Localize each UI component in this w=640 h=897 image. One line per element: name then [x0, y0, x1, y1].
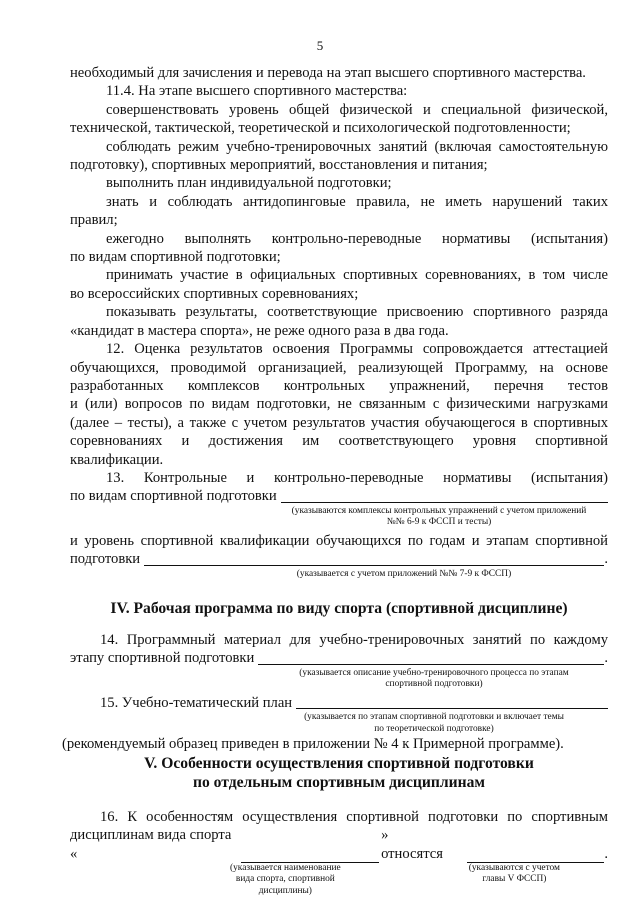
blank-line — [258, 651, 604, 665]
note-line: (указываются с учетом — [468, 862, 560, 873]
blank-line — [281, 489, 608, 503]
note-line: по теоретической подготовке) — [374, 723, 494, 734]
field-note — [70, 668, 608, 691]
section-15: 15. Учебно-тематический план — [100, 694, 293, 711]
text-line: подготовки — [70, 551, 141, 568]
section-13: 13. Контрольные и контрольно-переводные нормативы (испытания) — [106, 469, 608, 486]
section-11-4: 11.4. На этапе высшего спортивного мастерства: — [106, 83, 408, 100]
fill-line-row — [70, 487, 608, 505]
note-line: главы V ФССП) — [482, 874, 547, 885]
note-line: (указываются комплексы контрольных упражнений с учетом приложений — [291, 505, 587, 516]
note-line: (указывается описание учебно-тренировочного процесса по этапам — [299, 667, 569, 678]
note-line: спортивной подготовки) — [385, 679, 483, 690]
text-line: «кандидат в мастера спорта», не реже одного раза в два года. — [70, 322, 449, 339]
text-line: по видам спортивной подготовки — [70, 488, 277, 505]
text-line: этапу спортивной подготовки — [70, 650, 255, 667]
page-content — [62, 64, 608, 897]
text-line: необходимый для зачисления и перевода на этап высшего спортивного мастерства. — [70, 65, 586, 81]
section-12: 12. Оценка результатов освоения Программы сопровождается аттестацией — [106, 341, 608, 358]
text-line: принимать участие в официальных спортивных соревнованиях, в том числе — [106, 267, 608, 284]
text-line: соревнованиях и достижения им соответствующего уровня спортивной — [70, 433, 608, 450]
text-line: подготовку), спортивных мероприятий, восстановления и питания; — [70, 157, 488, 174]
section-heading-v: V. Особенности осуществления спортивной подготовки — [144, 754, 534, 772]
text-line: по видам спортивной подготовки; — [70, 249, 281, 266]
text-line: квалификации. — [70, 451, 164, 468]
section-heading-iv: IV. Рабочая программа по виду спорта (спортивной дисциплине) — [110, 600, 568, 618]
page-number: 5 — [316, 38, 324, 53]
text-line: (рекомендуемый образец приведен в приложении № 4 к Примерной программе). — [62, 736, 564, 753]
fill-line-row: подготовки . — [70, 551, 608, 568]
text-line: во всероссийских спортивных соревнованиях; — [70, 285, 359, 302]
text-line: (далее – тесты), а также с учетом результатов участия обучающегося в спортивных — [70, 414, 608, 431]
text-line: и уровень спортивной квалификации обучающихся по годам и этапам спортивной — [70, 532, 608, 549]
text-line: показывать результаты, соответствующие присвоению спортивного разряда — [106, 304, 608, 321]
field-notes-row — [70, 863, 608, 897]
text-line: и (или) вопросов по видам подготовки, не связанным с физическими нагрузками — [70, 396, 608, 413]
text-line: » относятся — [381, 827, 443, 862]
text-line: разработанных комплексов контрольных упражнений, перечня тестов — [70, 377, 608, 394]
blank-line — [467, 850, 605, 863]
fill-line-row — [70, 694, 608, 712]
section-14: 14. Программный материал для учебно-тренировочных занятий по каждому — [100, 632, 608, 649]
fill-line-row: этапу спортивной подготовки . — [70, 650, 608, 667]
text-line: соблюдать режим учебно-тренировочных занятий (включая самостоятельную — [106, 138, 608, 155]
text-line: ежегодно выполнять контрольно-переводные нормативы (испытания) — [106, 230, 608, 247]
text-line: правил; — [70, 212, 118, 229]
text-line: обучающихся, проводимой организацией, реализующей Программу, на основе — [70, 359, 608, 376]
note-line: (указывается наименование — [230, 862, 341, 873]
section-heading-v-sub: по отдельным спортивным дисциплинам — [192, 773, 485, 791]
text-line: технической, тактической, теоретической и психологической подготовленности; — [70, 120, 571, 137]
blank-line — [296, 695, 608, 709]
section-16: 16. К особенностям осуществления спортивной подготовки по спортивным — [100, 808, 608, 825]
note-line: дисциплины) — [258, 885, 312, 896]
text-line: знать и соблюдать антидопинговые правила, не иметь нарушений таких — [106, 193, 608, 210]
note-line: (указывается по этапам спортивной подготовки и включает темы — [304, 712, 564, 723]
fill-line-row: дисциплинам вида спорта « » относятся . — [70, 827, 608, 862]
text-line: выполнить план индивидуальной подготовки; — [106, 175, 392, 192]
field-note — [70, 506, 608, 529]
note-line: вида спорта, спортивной — [235, 874, 335, 885]
field-note — [70, 712, 608, 735]
field-note — [70, 569, 608, 581]
note-line: №№ 6-9 к ФССП и тесты) — [386, 517, 492, 528]
text-line: совершенствовать уровень общей физической и специальной физической, — [106, 101, 608, 118]
note-line: (указывается с учетом приложений №№ 7-9 к ФССП) — [296, 568, 512, 579]
field-note — [230, 863, 341, 897]
blank-line — [144, 552, 604, 566]
text-line: дисциплинам вида спорта « — [70, 827, 232, 862]
field-note — [469, 863, 560, 897]
blank-line — [241, 850, 379, 863]
